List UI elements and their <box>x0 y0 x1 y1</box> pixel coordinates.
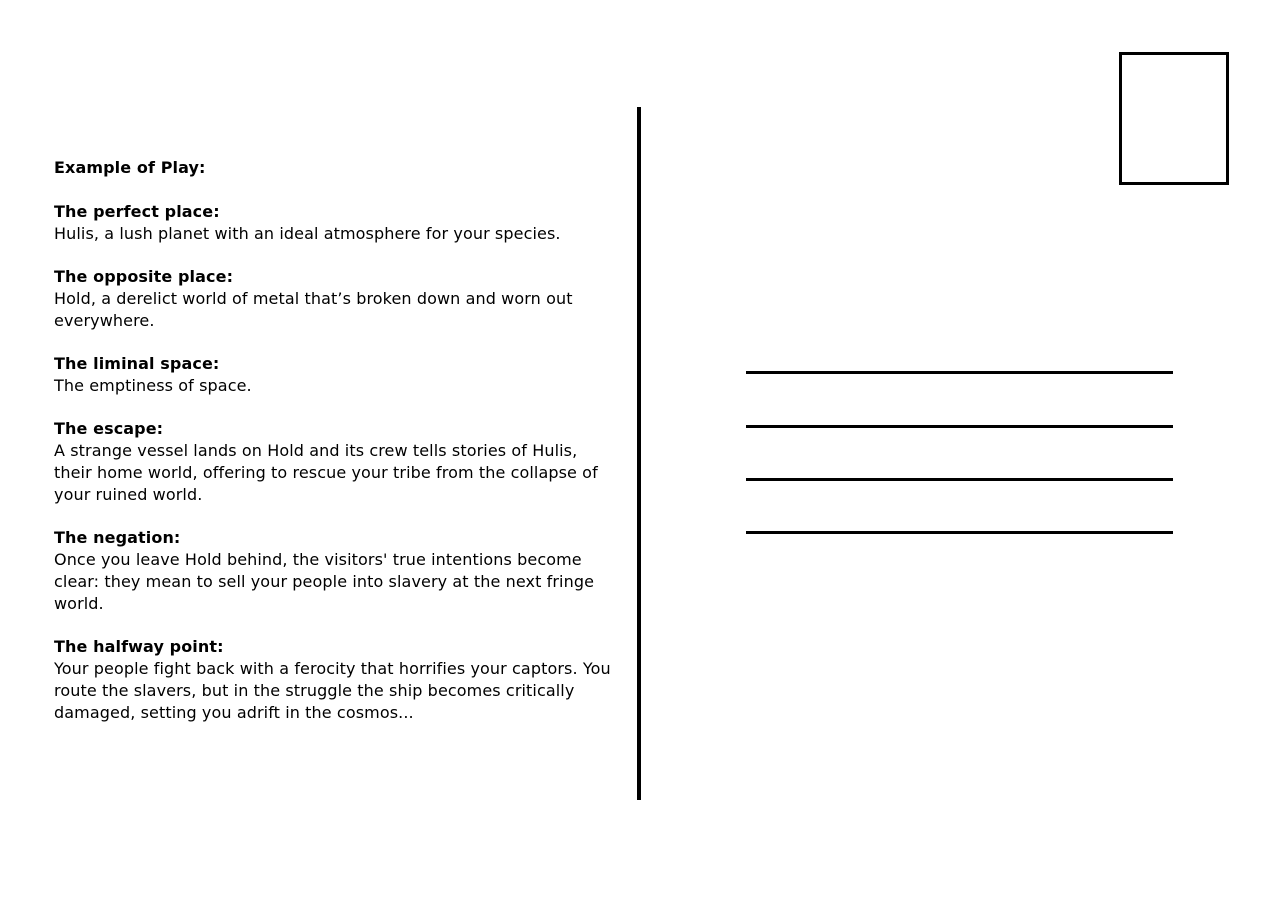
section-heading: The opposite place: <box>54 267 234 286</box>
section-heading: The liminal space: <box>54 354 220 373</box>
section-body: A strange vessel lands on Hold and its crew tells stories of Hulis, their home world, offering to rescue your tribe from the collapse of your ruined world. <box>54 441 598 504</box>
section-body: Once you leave Hold behind, the visitors' true intentions become clear: they mean to sell your people into slavery at the next fringe world. <box>54 550 595 613</box>
section-heading: The escape: <box>54 419 164 438</box>
section-heading: The perfect place: <box>54 202 220 221</box>
section-perfect-place <box>54 201 614 245</box>
section-liminal-space <box>54 353 614 397</box>
address-line-4 <box>746 531 1173 534</box>
address-line-1 <box>746 371 1173 374</box>
section-opposite-place <box>54 266 614 332</box>
section-body: Hold, a derelict world of metal that’s broken down and worn out everywhere. <box>54 289 573 330</box>
message-panel <box>54 157 614 745</box>
section-negation <box>54 527 614 615</box>
section-heading: The halfway point: <box>54 637 224 656</box>
address-line-2 <box>746 425 1173 428</box>
address-line-3 <box>746 478 1173 481</box>
section-body: Your people fight back with a ferocity that horrifies your captors. You route the slavers, but in the struggle the ship becomes critically damaged, setting you adrift in the cosmos... <box>54 659 611 722</box>
center-divider <box>637 107 641 800</box>
example-heading: Example of Play: <box>54 158 206 177</box>
section-escape <box>54 418 614 506</box>
section-body: Hulis, a lush planet with an ideal atmosphere for your species. <box>54 224 561 243</box>
section-heading: The negation: <box>54 528 181 547</box>
section-halfway-point <box>54 636 614 724</box>
stamp-box <box>1119 52 1229 185</box>
section-body: The emptiness of space. <box>54 376 252 395</box>
